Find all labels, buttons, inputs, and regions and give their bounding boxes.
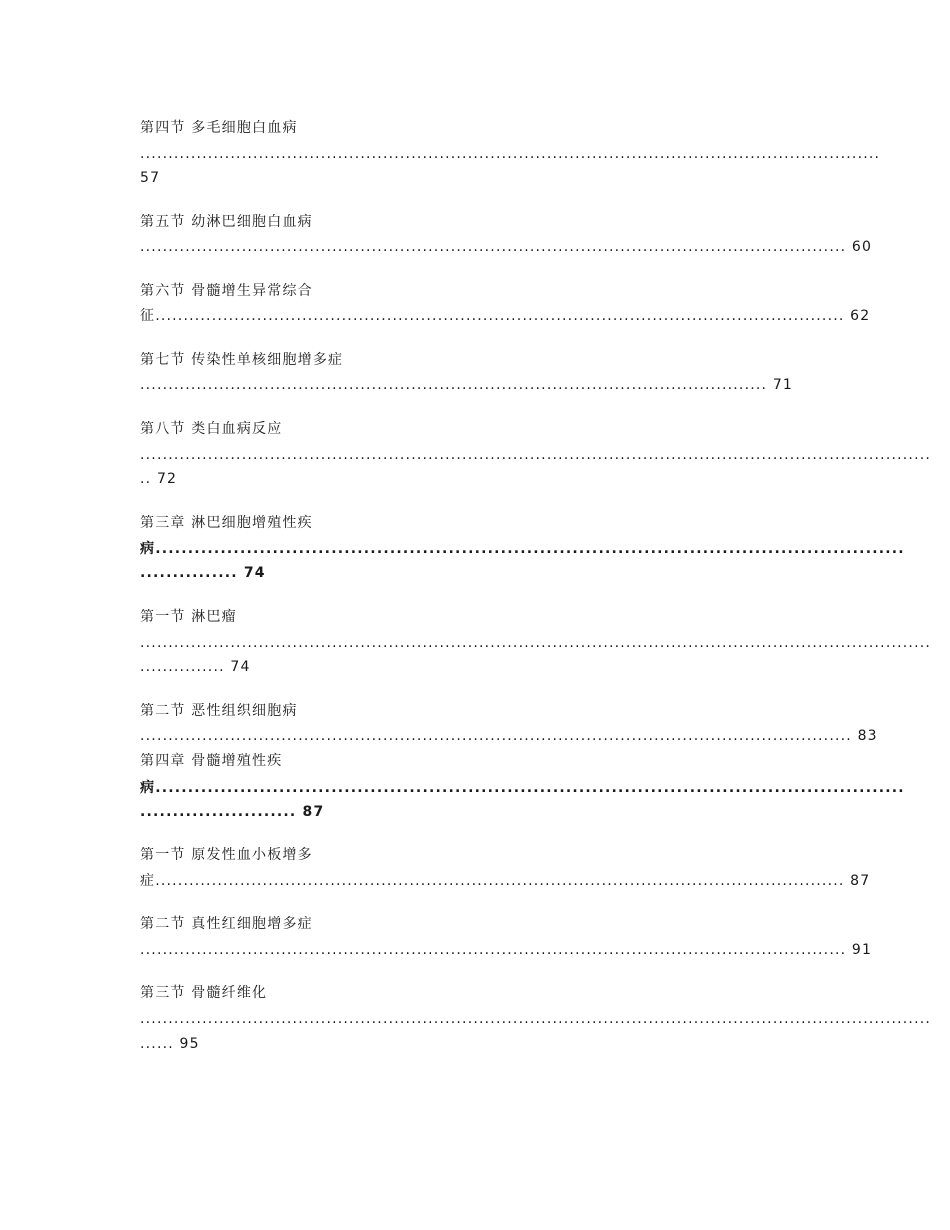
toc-leader-page-number: .............................................................................................................................. 83 [140,728,878,744]
toc-page-number: ........................ 87 [140,804,325,820]
toc-heading-section-7: 第七节 传染性单核细胞增多症 [140,352,344,368]
toc-heading-section-1: 第一节 原发性血小板增多 [140,847,313,863]
toc-leader-page-number: 症.......................................................................................................................... 87 [140,873,871,889]
toc-leader-dots: 病................................................................................................................... [140,780,905,796]
toc-page-number: .. 72 [140,471,178,487]
toc-leader-page-number: ............................................................................................................................. 91 [140,942,873,958]
toc-heading-chapter-3: 第三章 淋巴细胞增殖性疾 [140,515,313,531]
toc-heading-section-8: 第八节 类白血病反应 [140,421,283,437]
toc-leader-page-number: ............................................................................................................................. 60 [140,239,873,255]
toc-heading-section-4: 第四节 多毛细胞白血病 [140,120,298,136]
toc-heading-section-2: 第二节 恶性组织细胞病 [140,703,298,719]
toc-heading-section-6: 第六节 骨髓增生异常综合 [140,283,313,299]
toc-leader-dots: ................................................................................................................................... [140,146,881,162]
toc-page-number: 57 [140,170,161,186]
toc-heading-section-5: 第五节 幼淋巴细胞白血病 [140,214,313,230]
toc-leader-dots: ............................................................................................................................................ [140,635,932,651]
toc-heading-section-3: 第三节 骨髓纤维化 [140,985,268,1001]
toc-page-number: ............... 74 [140,659,251,675]
toc-leader-dots: ............................................................................................................................................ [140,447,932,463]
toc-leader-page-number: ............................................................................................................... 71 [140,377,794,393]
toc-page-number: ............... 74 [140,565,266,581]
toc-leader-dots: 病................................................................................................................... [140,541,905,557]
toc-leader-page-number: 征.......................................................................................................................... 62 [140,308,871,324]
toc-heading-section-1: 第一节 淋巴瘤 [140,609,237,625]
toc-heading-section-2: 第二节 真性红细胞增多症 [140,916,313,932]
toc-leader-dots: ............................................................................................................................................ [140,1011,932,1027]
toc-heading-chapter-4: 第四章 骨髓增殖性疾 [140,753,283,769]
toc-page-number: ...... 95 [140,1036,200,1052]
